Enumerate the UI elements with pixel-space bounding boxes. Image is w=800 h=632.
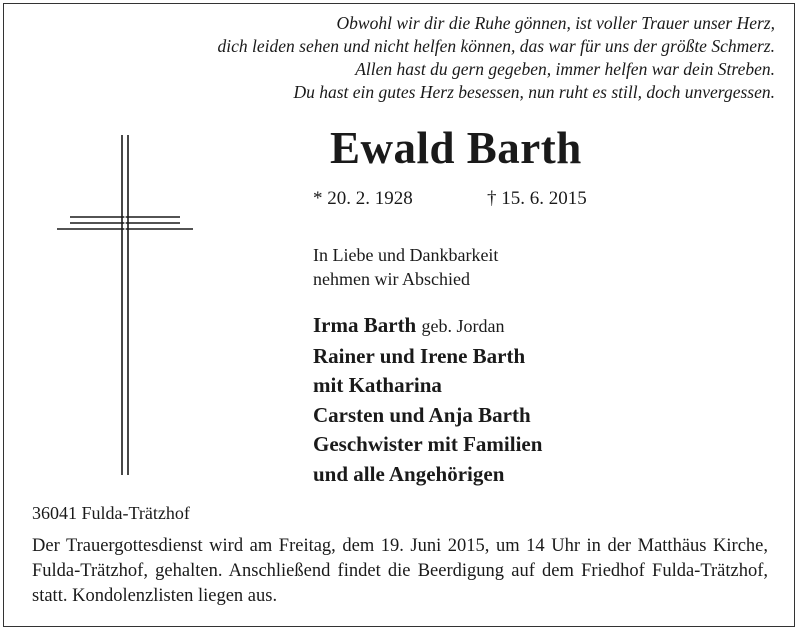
- deceased-name: Ewald Barth: [330, 123, 582, 173]
- mourner-line: [313, 311, 542, 342]
- mourner-line: Rainer und Irene Barth: [313, 343, 526, 368]
- mourner-line: Geschwister mit Familien: [313, 432, 543, 456]
- farewell-intro: [313, 243, 498, 291]
- funeral-notice: Der Trauergottesdienst wird am Freitag, dem 19. Juni 2015, um 14 Uhr in der Matthäus Kirche, Fulda-Trätzhof, gehalten. Anschließend findet die Beerdigung auf dem Friedhof Fulda-Trätzhof, statt. Kondolenzlisten liegen aus.: [32, 536, 768, 606]
- poem-line: Allen hast du gern gegeben, immer helfen war dein Streben.: [355, 59, 775, 79]
- birth-date: * 20. 2. 1928: [313, 188, 413, 209]
- intro-line: In Liebe und Dankbarkeit: [313, 245, 499, 265]
- poem-line: dich leiden sehen und nicht helfen können, das war für uns der größte Schmerz.: [217, 36, 775, 56]
- location: 36041 Fulda-Trätzhof: [32, 503, 190, 523]
- cross-icon: [55, 135, 195, 475]
- death-date: † 15. 6. 2015: [487, 188, 587, 209]
- mourner-line: mit Katharina: [313, 373, 442, 397]
- poem-line: Obwohl wir dir die Ruhe gönnen, ist voller Trauer unser Herz,: [336, 13, 775, 33]
- intro-line: nehmen wir Abschied: [313, 269, 470, 289]
- maiden-name: geb. Jordan: [421, 316, 505, 336]
- mourner-name: Irma Barth: [313, 313, 417, 337]
- mourner-line: und alle Angehörigen: [313, 461, 505, 486]
- poem-line: Du hast ein gutes Herz besessen, nun ruht es still, doch unvergessen.: [293, 82, 775, 102]
- mourner-line: Carsten und Anja Barth: [313, 402, 531, 427]
- poem: [120, 12, 775, 104]
- mourners-list: [313, 311, 542, 489]
